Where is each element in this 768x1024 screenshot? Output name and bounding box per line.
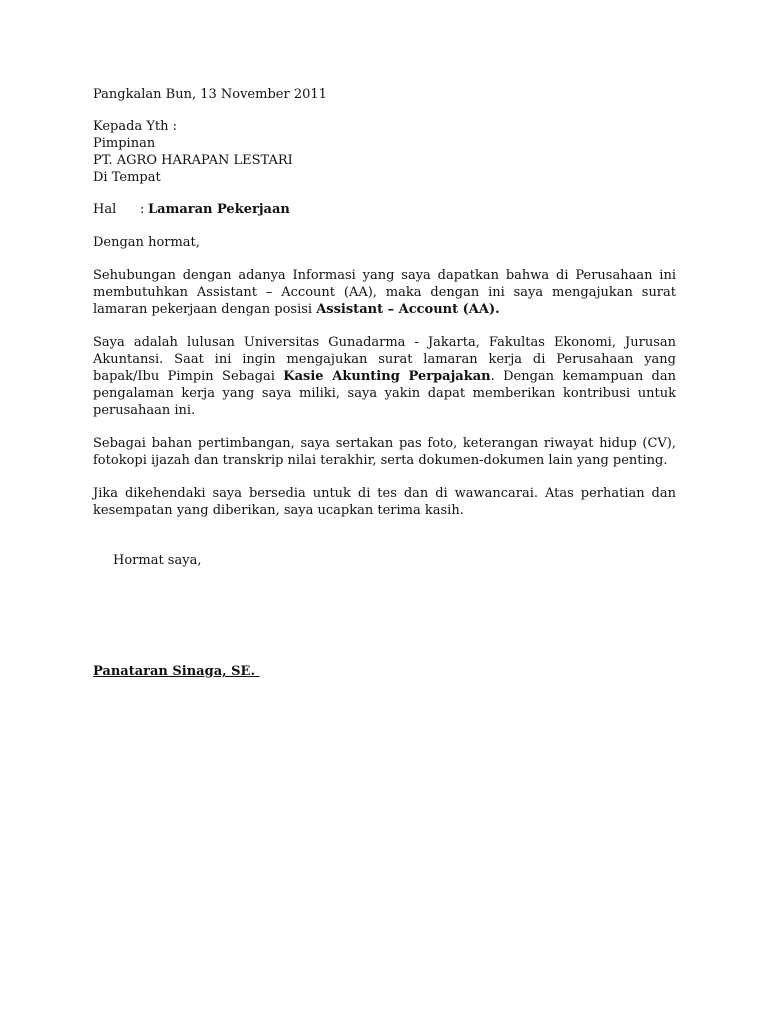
paragraph-2 <box>93 334 676 419</box>
spacer <box>93 519 676 552</box>
subject-colon: : <box>140 202 145 217</box>
spacer <box>93 419 676 435</box>
subject-value: Lamaran Pekerjaan <box>148 202 290 217</box>
paragraph-2-text-after: . Dengan kemampuan dan pengalaman kerja yang saya miliki, saya yakin dapat memberikan kontribusi untuk perusahaan ini. <box>93 369 676 418</box>
recipient-title: Pimpinan <box>93 136 156 151</box>
spacer <box>93 186 676 201</box>
recipient-block <box>93 118 676 186</box>
paragraph-1-text: Sehubungan dengan adanya Informasi yang saya dapatkan bahwa di Perusahaan ini membutuhkan Assistant – Account (AA), maka dengan ini saya mengajukan surat lamaran pekerjaan dengan posisi <box>93 268 676 317</box>
paragraph-4: Jika dikehendaki saya bersedia untuk di tes dan di wawancarai. Atas perhatian dan kesempatan yang diberikan, saya ucapkan terima kasih. <box>93 486 676 518</box>
spacer <box>93 469 676 485</box>
subject-label: Hal <box>93 202 117 217</box>
spacer <box>93 218 676 234</box>
subject-line <box>93 201 676 218</box>
recipient-greeting: Kepada Yth : <box>93 119 178 134</box>
position-emphasis: Assistant – Account (AA). <box>316 302 500 317</box>
closing: Hormat saya, <box>113 553 202 568</box>
signature-name: Panataran Sinaga, SE. <box>93 664 260 679</box>
paragraph-1 <box>93 267 676 318</box>
role-emphasis: Kasie Akunting Perpajakan <box>283 369 491 384</box>
recipient-company: PT. AGRO HARAPAN LESTARI <box>93 153 293 168</box>
letter-page <box>93 86 676 680</box>
paragraph-2-text-before: Saya adalah lulusan Universitas Gunadarma - Jakarta, Fakultas Ekonomi, Jurusan Akuntansi. Saat ini ingin mengajukan surat lamaran kerja di Perusahaan yang bapak/Ibu Pimpin Sebagai <box>93 335 676 384</box>
salutation: Dengan hormat, <box>93 235 200 250</box>
spacer <box>93 103 676 118</box>
paragraph-3: Sebagai bahan pertimbangan, saya sertakan pas foto, keterangan riwayat hidup (CV), fotokopi ijazah dan transkrip nilai terakhir, serta dokumen-dokumen lain yang penting. <box>93 436 676 468</box>
recipient-place: Di Tempat <box>93 170 161 185</box>
spacer <box>93 318 676 334</box>
date-line: Pangkalan Bun, 13 November 2011 <box>93 87 327 102</box>
spacer <box>93 251 676 267</box>
signature-space <box>93 569 676 663</box>
